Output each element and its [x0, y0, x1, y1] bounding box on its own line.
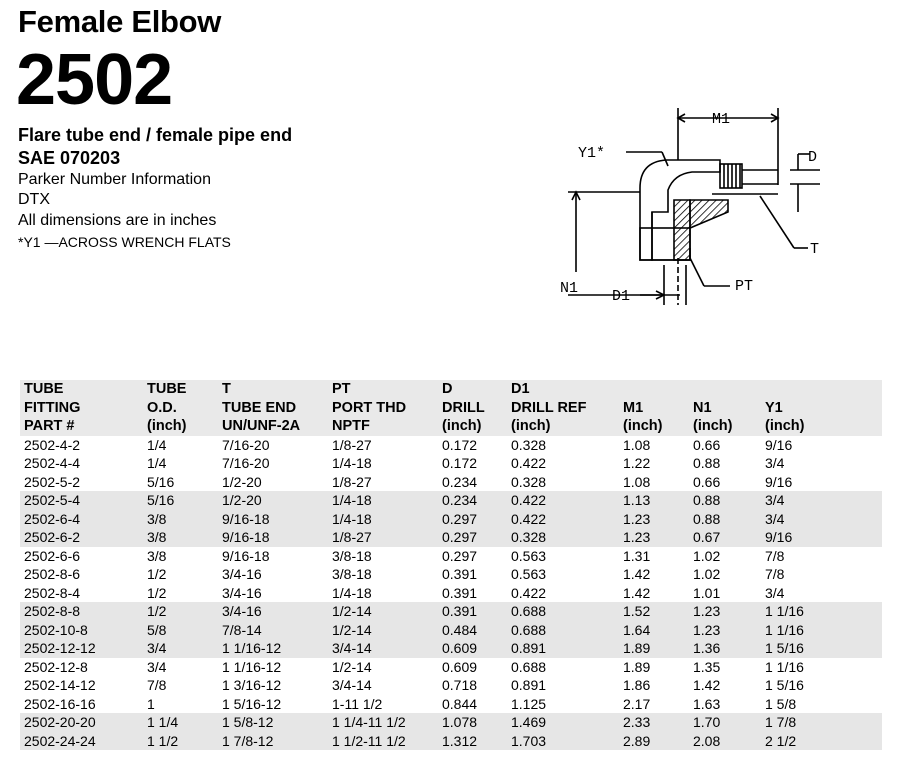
table-cell: 9/16-18 [218, 510, 328, 529]
table-cell: 5/16 [143, 491, 218, 510]
table-body [20, 436, 882, 751]
table-cell: 1.08 [623, 473, 651, 490]
table-cell: 1.42 [693, 677, 721, 693]
table-cell: 3/4 [143, 639, 218, 658]
table-cell: 1/8-27 [332, 436, 372, 453]
table-cell: 1.89 [619, 639, 689, 658]
table-cell: 0.66 [693, 436, 721, 453]
table-cell: 0.297 [438, 510, 507, 529]
table-row [20, 565, 882, 584]
table-cell: 5/8 [143, 621, 218, 640]
column-header: (inch) [507, 417, 619, 436]
table-cell: 3/4-16 [218, 602, 328, 621]
table-row [20, 547, 882, 566]
table-cell: 1 1/16 [765, 658, 804, 675]
d1-label: D1 [612, 288, 631, 305]
table-cell: 1/8-27 [328, 528, 438, 547]
table-cell: 2.89 [619, 732, 689, 751]
column-header [689, 380, 761, 399]
table-cell: 0.328 [511, 473, 547, 490]
table-cell: 1 5/16 [765, 677, 804, 693]
table-cell: 0.609 [442, 658, 478, 675]
table-cell: 0.891 [511, 677, 547, 693]
table-cell: 1 1/4 [143, 713, 218, 732]
column-header: (inch) [689, 417, 761, 436]
table-cell: 3/4-16 [222, 584, 262, 601]
table-cell: 1 7/8 [761, 713, 882, 732]
table-cell: 1.312 [438, 732, 507, 751]
table-cell: 0.422 [511, 584, 547, 601]
table-row [20, 528, 882, 547]
table-cell: 1 5/8-12 [218, 713, 328, 732]
table-cell: 1.078 [438, 713, 507, 732]
table-row [20, 436, 882, 455]
table-cell: 0.328 [511, 436, 547, 453]
table-cell: 1.52 [619, 602, 689, 621]
table-cell: 1.64 [619, 621, 689, 640]
table-cell: 0.172 [442, 436, 478, 453]
column-header: M1 [619, 399, 689, 418]
table-cell: 1/2-20 [218, 491, 328, 510]
table-cell: 0.391 [442, 566, 478, 582]
table-cell: 1.42 [623, 584, 651, 601]
table-cell: 2.17 [623, 695, 651, 712]
table-cell: 0.88 [693, 455, 721, 471]
table-cell: 0.391 [438, 602, 507, 621]
table-cell: 2502-8-6 [24, 566, 81, 582]
table-header [20, 380, 882, 436]
table-cell: 0.844 [442, 695, 478, 712]
table-cell: 2502-8-8 [20, 602, 143, 621]
table-cell: 0.297 [442, 547, 478, 564]
table-cell: 3/4-16 [222, 566, 262, 582]
pt-leader [690, 258, 704, 286]
t-leader [760, 196, 794, 248]
table-cell: 1 1/16 [761, 602, 882, 621]
table-cell: 2 1/2 [761, 732, 882, 751]
table-cell: 2502-8-4 [24, 584, 81, 601]
table-cell: 1.35 [693, 658, 721, 675]
table-cell: 1.02 [693, 547, 721, 564]
table-cell: 1/4 [147, 455, 167, 471]
table-row [20, 584, 882, 603]
table-cell: 7/16-20 [222, 436, 270, 453]
table-cell: 1.02 [693, 566, 721, 582]
table-cell: 1.63 [693, 695, 721, 712]
m1-label: M1 [712, 111, 731, 128]
table-cell: 1 5/8 [765, 695, 797, 712]
table-cell: 0.88 [689, 491, 761, 510]
table-cell: 1.01 [693, 584, 721, 601]
table-cell: 2502-6-4 [20, 510, 143, 529]
header-row [20, 417, 882, 436]
table-cell: 1/2-14 [328, 621, 438, 640]
table-cell: 3/4-14 [328, 639, 438, 658]
table-cell: 1 1/2 [143, 732, 218, 751]
info-line-dimensions: All dimensions are in inches [18, 212, 217, 229]
table-cell: 0.688 [507, 621, 619, 640]
header-row [20, 380, 882, 399]
table-cell: 9/16-18 [222, 547, 270, 564]
table-cell: 1.469 [507, 713, 619, 732]
table-cell: 7/8 [147, 677, 167, 693]
table-row [20, 602, 882, 621]
table-cell: 3/8-18 [332, 547, 372, 564]
subtitle-description: Flare tube end / female pipe end [18, 125, 293, 145]
table-cell: 2502-12-8 [24, 658, 88, 675]
column-header: PT [328, 380, 438, 399]
n1-label: N1 [560, 280, 579, 297]
table-cell: 1.22 [623, 455, 651, 471]
table-row [20, 639, 882, 658]
table-cell: 1.23 [689, 602, 761, 621]
table-cell: 0.563 [511, 566, 547, 582]
table-cell: 0.688 [511, 658, 547, 675]
column-header: NPTF [328, 417, 438, 436]
table-cell: 2502-20-20 [20, 713, 143, 732]
table-cell: 9/16 [765, 473, 793, 490]
table-cell: 0.391 [442, 584, 478, 601]
table-row [20, 510, 882, 529]
column-header: (inch) [619, 417, 689, 436]
table-cell: 9/16 [765, 436, 793, 453]
table-cell: 1.89 [623, 658, 651, 675]
column-header [619, 380, 689, 399]
info-line-parker: Parker Number Information [18, 171, 211, 188]
table-cell: 0.234 [442, 473, 478, 490]
t-label: T [810, 241, 820, 258]
pt-label: PT [735, 278, 754, 295]
table-cell: 3/4 [765, 455, 785, 471]
table-cell: 2502-14-12 [24, 677, 96, 693]
table-cell: 1 5/16 [761, 639, 882, 658]
table-cell: 1/2 [147, 584, 167, 601]
table-cell: 0.718 [442, 677, 478, 693]
column-header: TUBE [20, 380, 143, 399]
table-cell: 0.328 [507, 528, 619, 547]
table-cell: 3/8 [143, 510, 218, 529]
table-cell: 0.484 [438, 621, 507, 640]
table-cell: 0.422 [507, 510, 619, 529]
table-cell: 0.67 [689, 528, 761, 547]
table-cell: 1.08 [623, 436, 651, 453]
table-cell: 0.297 [438, 528, 507, 547]
table-cell: 1/4-18 [328, 510, 438, 529]
column-header: FITTING [20, 399, 143, 418]
table-cell: 2.08 [689, 732, 761, 751]
column-header: D [438, 380, 507, 399]
column-header: D1 [507, 380, 619, 399]
table-cell: 1.31 [623, 547, 651, 564]
table-cell: 3/4 [147, 658, 167, 675]
table-cell: 9/16-18 [218, 528, 328, 547]
table-cell: 2502-4-4 [24, 455, 81, 471]
table-cell: 9/16 [761, 528, 882, 547]
table-cell: 7/8-14 [218, 621, 328, 640]
table-cell: 1 1/16-12 [222, 658, 282, 675]
subtitle-sae-code: SAE 070203 [18, 148, 121, 168]
table-cell: 1/2-20 [222, 473, 262, 490]
info-line-footnote: *Y1 —ACROSS WRENCH FLATS [18, 234, 231, 250]
table-cell: 3/8 [147, 547, 167, 564]
table-cell: 1 1/16 [761, 621, 882, 640]
column-header [761, 380, 882, 399]
table-cell: 2502-4-2 [24, 436, 81, 453]
table-cell: 2502-10-8 [20, 621, 143, 640]
table-cell: 0.422 [511, 455, 547, 471]
table-row [20, 454, 882, 473]
column-header: (inch) [143, 417, 218, 436]
table-cell: 0.609 [438, 639, 507, 658]
table-cell: 0.172 [442, 455, 478, 471]
table-cell: 1.86 [623, 677, 651, 693]
dimension-table [20, 380, 882, 750]
table-cell: 1.23 [619, 510, 689, 529]
column-header: (inch) [438, 417, 507, 436]
table-cell: 3/4 [765, 584, 785, 601]
table-row [20, 473, 882, 492]
table-cell: 7/8 [765, 566, 785, 582]
table-cell: 0.66 [693, 473, 721, 490]
table-cell: 2502-6-2 [20, 528, 143, 547]
table-cell: 2502-24-24 [20, 732, 143, 751]
table-cell: 2502-5-2 [24, 473, 81, 490]
table-cell: 1.13 [619, 491, 689, 510]
table-cell: 1-11 1/2 [332, 695, 383, 712]
column-header: TUBE END [218, 399, 328, 418]
column-header: DRILL [438, 399, 507, 418]
table-cell: 1 1/2-11 1/2 [328, 732, 438, 751]
table-cell: 1/4-18 [328, 491, 438, 510]
column-header: (inch) [761, 417, 882, 436]
hatched-section [690, 200, 728, 228]
table-cell: 1 [147, 695, 155, 712]
table-row [20, 676, 882, 695]
column-header: PORT THD [328, 399, 438, 418]
column-header: DRILL REF [507, 399, 619, 418]
table-cell: 0.563 [511, 547, 547, 564]
table-cell: 3/4 [761, 491, 882, 510]
table-cell: 0.891 [507, 639, 619, 658]
column-header: TUBE [143, 380, 218, 399]
table-cell: 1.703 [507, 732, 619, 751]
table-cell: 1 3/16-12 [222, 677, 282, 693]
table-cell: 1/4 [147, 436, 167, 453]
table-row [20, 621, 882, 640]
table-cell: 1.23 [689, 621, 761, 640]
table-cell: 0.88 [689, 510, 761, 529]
table-cell: 1/2-14 [328, 602, 438, 621]
table-cell: 1/2 [143, 602, 218, 621]
column-header: O.D. [143, 399, 218, 418]
table-cell: 2502-16-16 [24, 695, 96, 712]
table-cell: 2.33 [619, 713, 689, 732]
table-cell: 1 5/16-12 [222, 695, 282, 712]
table-cell: 1.23 [619, 528, 689, 547]
header-row [20, 399, 882, 418]
table-cell: 1/4-18 [332, 455, 372, 471]
info-line-dtx: DTX [18, 191, 50, 208]
table-cell: 1.36 [689, 639, 761, 658]
elbow-fitting-diagram [540, 100, 850, 315]
table-cell: 0.422 [507, 491, 619, 510]
table-cell: 1 1/4-11 1/2 [328, 713, 438, 732]
table-cell: 1.70 [689, 713, 761, 732]
table-cell: 0.234 [438, 491, 507, 510]
table-cell: 7/8 [765, 547, 785, 564]
column-header: UN/UNF-2A [218, 417, 328, 436]
y1-label: Y1* [578, 145, 606, 162]
table-cell: 1 7/8-12 [218, 732, 328, 751]
part-number: 2502 [16, 40, 173, 120]
d-label: D [808, 149, 818, 166]
table-cell: 1.125 [511, 695, 547, 712]
table-cell: 3/8 [143, 528, 218, 547]
table-cell: 7/16-20 [222, 455, 270, 471]
table-cell: 0.688 [507, 602, 619, 621]
table-cell: 1/4-18 [332, 584, 372, 601]
table-row [20, 713, 882, 732]
column-header: T [218, 380, 328, 399]
table-cell: 1/2 [147, 566, 167, 582]
table-row [20, 658, 882, 677]
table-cell: 5/16 [147, 473, 175, 490]
table-cell: 3/4-14 [332, 677, 372, 693]
table-cell: 3/4 [761, 510, 882, 529]
table-cell: 3/8-18 [332, 566, 372, 582]
table-cell: 1.42 [623, 566, 651, 582]
table-row [20, 732, 882, 751]
table-row [20, 491, 882, 510]
table-row [20, 695, 882, 714]
page-title: Female Elbow [18, 4, 222, 39]
table-cell: 2502-5-4 [20, 491, 143, 510]
column-header: PART # [20, 417, 143, 436]
table-cell: 1 1/16-12 [218, 639, 328, 658]
table-cell: 2502-12-12 [20, 639, 143, 658]
table-cell: 2502-6-6 [24, 547, 81, 564]
table-cell: 1/2-14 [332, 658, 372, 675]
table-cell: 1/8-27 [332, 473, 372, 490]
column-header: Y1 [761, 399, 882, 418]
column-header: N1 [689, 399, 761, 418]
